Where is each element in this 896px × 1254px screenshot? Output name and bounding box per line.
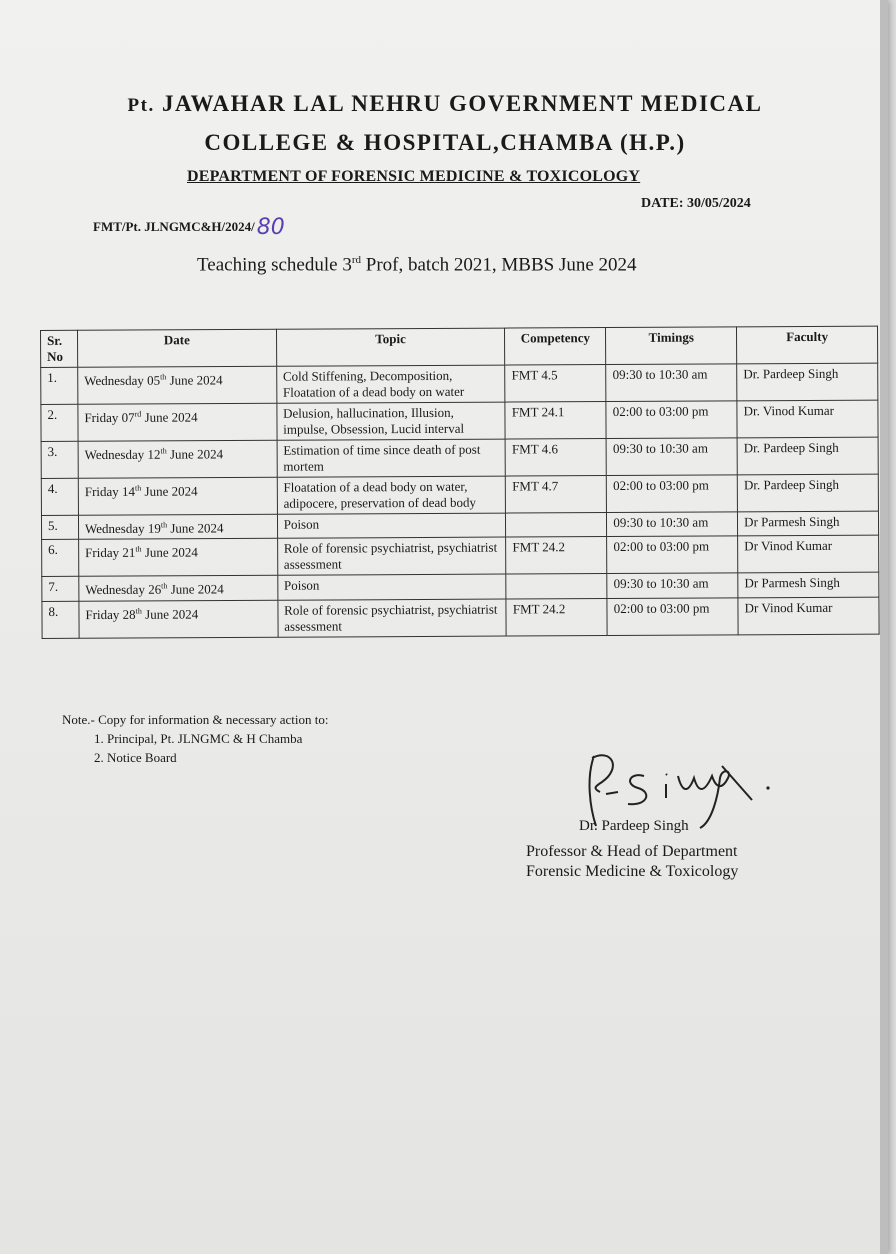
cell-faculty: Dr Parmesh Singh bbox=[738, 572, 879, 597]
table-row bbox=[41, 437, 878, 478]
page-edge bbox=[880, 0, 888, 1254]
department-title: DEPARTMENT OF FORENSIC MEDICINE & TOXICOLOGY bbox=[187, 168, 641, 185]
cell-sr: 8. bbox=[42, 601, 79, 638]
table-row bbox=[41, 363, 878, 404]
cell-date: Friday 21th June 2024 bbox=[79, 539, 278, 577]
cell-timing: 02:00 to 03:00 pm bbox=[607, 598, 738, 636]
schedule-table bbox=[40, 326, 880, 639]
header-competency: Competency bbox=[505, 328, 606, 366]
cell-date: Friday 07rd June 2024 bbox=[78, 403, 277, 441]
cell-timing: 09:30 to 10:30 am bbox=[607, 512, 738, 537]
note-item: 2. Notice Board bbox=[107, 748, 328, 767]
cell-sr: 7. bbox=[42, 577, 79, 602]
table-row bbox=[41, 400, 878, 441]
cell-competency: FMT 4.5 bbox=[505, 365, 606, 403]
cell-timing: 02:00 to 03:00 pm bbox=[606, 401, 737, 439]
cell-competency: FMT 24.2 bbox=[506, 537, 607, 575]
cell-topic: Poison bbox=[277, 513, 506, 539]
header-faculty: Faculty bbox=[737, 326, 878, 364]
institution-line-2: COLLEGE & HOSPITAL,CHAMBA (H.P.) bbox=[204, 130, 686, 155]
cell-topic: Floatation of a dead body on water, adipocere, preservation of dead body bbox=[277, 476, 506, 514]
header-sr: Sr. No bbox=[41, 330, 78, 367]
document-date: DATE: 30/05/2024 bbox=[641, 196, 751, 211]
signatory-title: Professor & Head of Department Forensic Medicine & Toxicology bbox=[526, 843, 739, 880]
reference-number: FMT/Pt. JLNGMC&H/2024/80 bbox=[93, 215, 285, 240]
note-section bbox=[62, 710, 328, 767]
cell-competency: FMT 24.2 bbox=[506, 598, 607, 636]
cell-timing: 09:30 to 10:30 am bbox=[606, 364, 737, 402]
cell-date: Wednesday 05th June 2024 bbox=[78, 366, 277, 404]
table-header-row bbox=[41, 326, 878, 367]
cell-faculty: Dr Vinod Kumar bbox=[738, 597, 879, 635]
cell-topic: Estimation of time since death of post mortem bbox=[277, 439, 506, 477]
signatory-name: Dr. Pardeep Singh bbox=[579, 818, 689, 834]
table-row bbox=[42, 597, 879, 638]
cell-date: Wednesday 26th June 2024 bbox=[79, 576, 278, 601]
header-date: Date bbox=[77, 329, 276, 367]
note-intro: Note.- Copy for information & necessary action to: bbox=[62, 712, 329, 727]
header-topic: Topic bbox=[276, 328, 505, 366]
schedule-title: Teaching schedule 3rd Prof, batch 2021, MBBS June 2024 bbox=[197, 254, 637, 276]
cell-date: Wednesday 12th June 2024 bbox=[78, 440, 277, 478]
note-list bbox=[62, 729, 328, 767]
cell-competency bbox=[506, 574, 607, 599]
cell-topic: Cold Stiffening, Decomposition, Floatation of a dead body on water bbox=[276, 365, 505, 403]
cell-topic: Role of forensic psychiatrist, psychiatrist assessment bbox=[278, 599, 507, 637]
cell-sr: 4. bbox=[41, 478, 78, 515]
handwritten-number: 80 bbox=[256, 215, 285, 240]
table-row bbox=[42, 535, 879, 576]
header-timings: Timings bbox=[606, 327, 737, 365]
cell-competency: FMT 24.1 bbox=[505, 402, 606, 440]
cell-sr: 2. bbox=[41, 404, 78, 441]
cell-faculty: Dr Vinod Kumar bbox=[738, 535, 879, 573]
cell-competency: FMT 4.6 bbox=[505, 439, 606, 477]
cell-timing: 09:30 to 10:30 am bbox=[607, 573, 738, 598]
cell-topic: Role of forensic psychiatrist, psychiatrist assessment bbox=[277, 537, 506, 575]
cell-date: Friday 14th June 2024 bbox=[78, 477, 277, 515]
cell-faculty: Dr. Vinod Kumar bbox=[737, 400, 878, 438]
cell-timing: 09:30 to 10:30 am bbox=[606, 438, 737, 476]
cell-date: Wednesday 19th June 2024 bbox=[78, 514, 277, 539]
note-item: 1. Principal, Pt. JLNGMC & H Chamba bbox=[107, 729, 328, 748]
cell-sr: 1. bbox=[41, 367, 78, 404]
cell-timing: 02:00 to 03:00 pm bbox=[607, 536, 738, 574]
cell-sr: 5. bbox=[41, 515, 78, 540]
table-row bbox=[41, 474, 878, 515]
cell-competency bbox=[506, 513, 607, 538]
cell-topic: Delusion, hallucination, Illusion, impulse, Obsession, Lucid interval bbox=[277, 402, 506, 440]
cell-sr: 3. bbox=[41, 441, 78, 478]
cell-date: Friday 28th June 2024 bbox=[79, 600, 278, 638]
cell-faculty: Dr. Pardeep Singh bbox=[737, 363, 878, 401]
cell-faculty: Dr Parmesh Singh bbox=[738, 511, 879, 536]
cell-competency: FMT 4.7 bbox=[506, 476, 607, 514]
cell-topic: Poison bbox=[277, 574, 506, 600]
cell-timing: 02:00 to 03:00 pm bbox=[607, 475, 738, 513]
cell-sr: 6. bbox=[42, 540, 79, 577]
institution-line-1: Pt. JAWAHAR LAL NEHRU GOVERNMENT MEDICAL bbox=[127, 91, 763, 116]
cell-faculty: Dr. Pardeep Singh bbox=[737, 437, 878, 475]
cell-faculty: Dr. Pardeep Singh bbox=[737, 474, 878, 512]
